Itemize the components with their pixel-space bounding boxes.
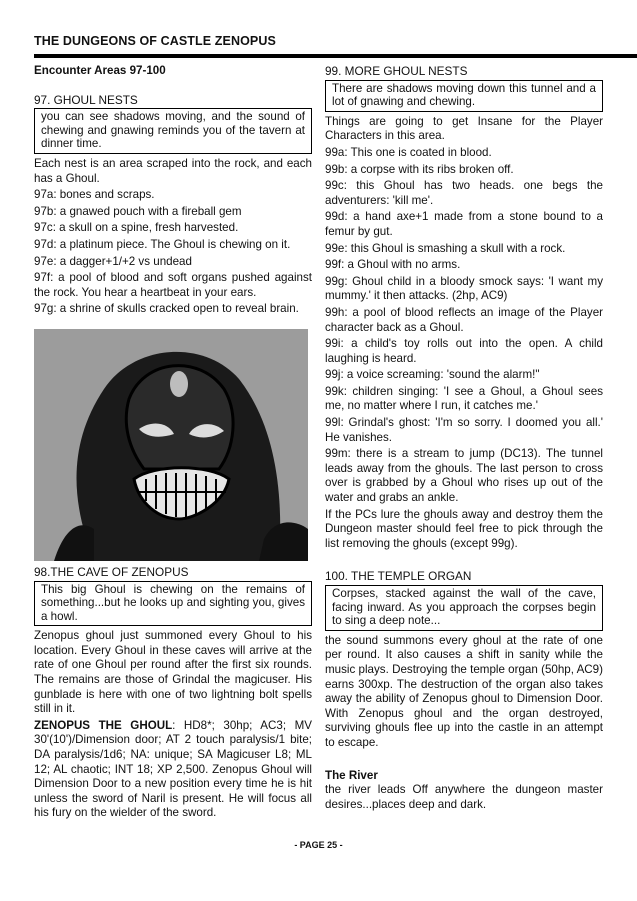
list-item: 99k: children singing: 'I see a Ghoul, a Ghoul sees me, no matter where I run, it catches me.': [325, 384, 603, 413]
section-98-title: 98.THE CAVE OF ZENOPUS: [34, 564, 189, 579]
section-99-intro: Things are going to get Insane for the Player Characters in this area.: [325, 114, 603, 143]
river-title: The River: [325, 768, 378, 782]
stat-text: : HD8*; 30hp; AC3; MV 30'(10')/Dimension door; AT 2 touch paralysis/1 bite; DA paralysis/1d6; NA: unique; SA Magicuser L8; ML 12; AL chaotic; INT 18; XP 2,500. Zenopus Ghoul will Dimension Door to a new position every time he is hit unless the sword of Naril is present. He will focus all his fury on the wielder of the sword.: [34, 718, 312, 820]
list-item: 99h: a pool of blood reflects an image of the Player character back as a Ghoul.: [325, 305, 603, 334]
section-98-boxed-text: This big Ghoul is chewing on the remains of something...but he looks up and sighting you, gives a howl.: [34, 581, 312, 627]
section-100-boxed-text: Corpses, stacked against the wall of the cave, facing inward. As you approach the corpses begin to sing a deep note...: [325, 585, 603, 631]
river-text: the river leads Off anywhere the dungeon master desires...places deep and dark.: [325, 783, 603, 811]
page-header: THE DUNGEONS OF CASTLE ZENOPUS: [34, 34, 276, 48]
list-item: 99m: there is a stream to jump (DC13). The tunnel leads away from the ghouls. The last person to cross over is grabbed by a Ghoul who rises up out of the water and grabs an ankle.: [325, 447, 603, 505]
right-column: [325, 64, 603, 814]
section-99-title: 99. MORE GHOUL NESTS: [325, 64, 468, 78]
section-97-boxed-text: you can see shadows moving, and the sound of chewing and gnawing reminds you of the tavern at dinner time.: [34, 108, 312, 154]
list-item: 97f: a pool of blood and soft organs pushed against the rock. You hear a heartbeat in your ears.: [34, 271, 312, 299]
list-item: 99j: a voice screaming: 'sound the alarm!": [325, 368, 540, 382]
list-item: 99l: Grindal's ghost: 'I'm so sorry. I doomed you all.' He vanishes.: [325, 416, 603, 444]
list-item: 99c: this Ghoul has two heads. one begs the adventurers: 'kill me'.: [325, 179, 603, 207]
section-97-title: 97. GHOUL NESTS: [34, 92, 138, 107]
list-item: 99d: a hand axe+1 made from a stone bound to a femur by gut.: [325, 210, 603, 238]
list-item: 97e: a dagger+1/+2 vs undead: [34, 254, 192, 268]
section-99-outro: If the PCs lure the ghouls away and destroy them the Dungeon master should feel free to pick through the list removing the ghouls (except 99g).: [325, 507, 603, 550]
list-item: 99b: a corpse with its ribs broken off.: [325, 162, 514, 176]
list-item: 99f: a Ghoul with no arms.: [325, 258, 461, 272]
section-98-paragraph: Zenopus ghoul just summoned every Ghoul to his location. Every Ghoul in these caves will arrive at the rate of one Ghoul per round after the first six rounds. The remains are those of Grindal the magicuser. His gunblade is here with one of two lightning bolt spells still in it.: [34, 629, 312, 716]
section-100-title: 100. THE TEMPLE ORGAN: [325, 569, 472, 584]
header-rule: [34, 54, 637, 58]
list-item: 99g: Ghoul child in a bloody smock says: 'I want my mummy.' it then attacks. (2hp, AC9): [325, 274, 603, 303]
list-item: 97g: a shrine of skulls cracked open to reveal brain.: [34, 302, 299, 316]
stat-name: ZENOPUS THE GHOUL: [34, 718, 173, 732]
ghoul-illustration-icon: [34, 329, 308, 561]
list-item: 97a: bones and scraps.: [34, 188, 155, 202]
list-item: 99i: a child's toy rolls out into the open. A child laughing is heard.: [325, 337, 603, 365]
left-column: [34, 64, 312, 823]
list-item: 99e: this Ghoul is smashing a skull with a rock.: [325, 241, 566, 255]
list-item: 97d: a platinum piece. The Ghoul is chewing on it.: [34, 237, 291, 251]
section-100-paragraph: the sound summons every ghoul at the rate of one per round. It also causes a shift in sanity while the music plays. Destroying the temple organ (50hp, AC9) earns 300xp. The destruction of the organ also takes away the ability of Zenopus ghoul to Dimension Door. With Zenopus ghoul and the organ destroyed, surviving ghouls flee up into the castle in an attempt to escape.: [325, 633, 603, 749]
list-item: 97b: a gnawed pouch with a fireball gem: [34, 204, 242, 218]
section-98-statblock: [34, 719, 312, 821]
ghoul-illustration: [34, 329, 308, 561]
page-number: - PAGE 25 -: [294, 840, 343, 850]
list-item: 97c: a skull on a spine, fresh harvested.: [34, 221, 239, 235]
encounter-subheading: Encounter Areas 97-100: [34, 64, 166, 77]
section-99-boxed-text: There are shadows moving down this tunnel and a lot of gnawing and chewing.: [325, 80, 603, 112]
list-item: 99a: This one is coated in blood.: [325, 145, 492, 159]
section-97-intro: Each nest is an area scraped into the rock, and each has a Ghoul.: [34, 156, 312, 185]
